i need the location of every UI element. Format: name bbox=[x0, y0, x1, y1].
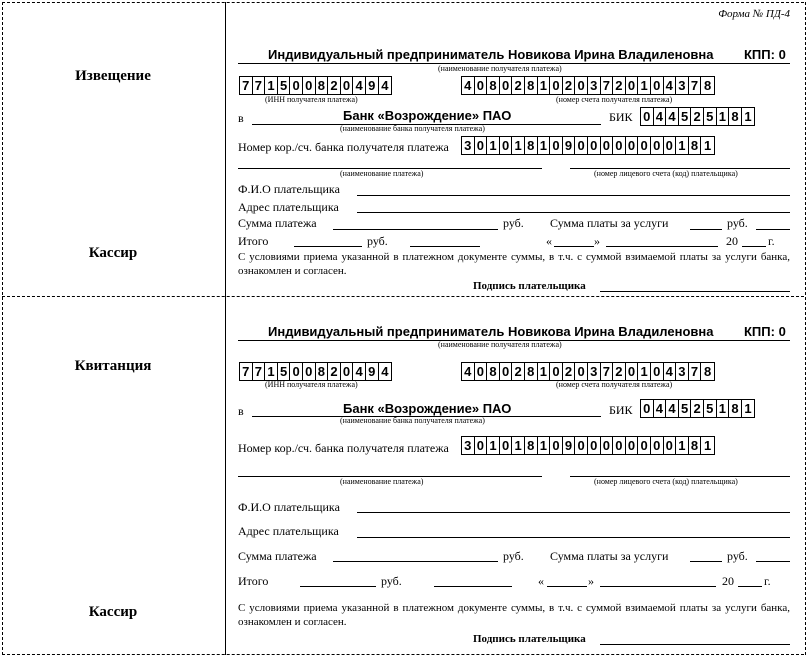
digit-box: 0 bbox=[651, 77, 664, 94]
digit-box: 2 bbox=[613, 363, 626, 380]
digit-box: 1 bbox=[717, 108, 730, 125]
payee-name-2: Индивидуальный предприниматель Новикова Ирина Владиленовна bbox=[268, 324, 714, 339]
agreement-text-2: С условиями приема указанной в платежном документе суммы, в т.ч. с суммой взимаемой платы за услуги банка, ознакомлен и согласен. bbox=[238, 602, 790, 628]
digit-box: 2 bbox=[563, 77, 576, 94]
digit-box: 0 bbox=[641, 108, 654, 125]
digit-box: 1 bbox=[538, 137, 551, 154]
in-prefix: в bbox=[238, 111, 244, 125]
digit-box: 4 bbox=[462, 77, 475, 94]
digit-box: 7 bbox=[253, 77, 266, 94]
kpp: КПП: 0 bbox=[744, 47, 786, 62]
bik-boxes bbox=[640, 107, 755, 126]
digit-box: 8 bbox=[689, 137, 702, 154]
year-suffix: г. bbox=[768, 234, 775, 248]
total-label-2: Итого bbox=[238, 574, 269, 588]
digit-box: 1 bbox=[512, 437, 525, 454]
payee-caption: (наименование получателя платежа) bbox=[438, 64, 562, 73]
digit-box: 1 bbox=[538, 77, 551, 94]
payment-name-caption: (наименование платежа) bbox=[340, 169, 424, 178]
digit-box: 7 bbox=[689, 363, 702, 380]
signature-field[interactable] bbox=[600, 291, 790, 292]
digit-box: 1 bbox=[703, 138, 712, 153]
digit-box: 8 bbox=[525, 137, 538, 154]
account-caption: (номер счета получателя платежа) bbox=[556, 95, 673, 104]
digit-box: 8 bbox=[703, 364, 712, 379]
bank-caption: (наименование банка получателя платежа) bbox=[340, 124, 485, 133]
fee-label: Сумма платы за услуги bbox=[550, 216, 669, 230]
digit-box: 8 bbox=[316, 77, 329, 94]
total-field-2[interactable] bbox=[300, 586, 376, 587]
sum-rub: руб. bbox=[503, 216, 524, 230]
sum-label: Сумма платежа bbox=[238, 216, 317, 230]
digit-box: 8 bbox=[729, 108, 742, 125]
digit-box: 5 bbox=[704, 108, 717, 125]
account-boxes bbox=[461, 76, 715, 95]
digit-box: 5 bbox=[278, 77, 291, 94]
digit-box: 0 bbox=[613, 137, 626, 154]
digit-box: 0 bbox=[601, 137, 614, 154]
total-rub: руб. bbox=[367, 234, 388, 248]
digit-box: 0 bbox=[641, 400, 654, 417]
digit-box: 4 bbox=[654, 400, 667, 417]
day-field[interactable] bbox=[554, 246, 594, 247]
receipt-label: Квитанция bbox=[74, 358, 152, 374]
fee-label-2: Сумма платы за услуги bbox=[550, 549, 669, 563]
agreement-text: С условиями приема указанной в платежном документе суммы, в т.ч. с суммой взимаемой платы за услуги банка, ознакомлен и согласен. bbox=[238, 251, 790, 277]
payer-name-label: Ф.И.О плательщика bbox=[238, 182, 340, 196]
digit-box: 2 bbox=[613, 77, 626, 94]
digit-box: 0 bbox=[475, 137, 488, 154]
digit-box: 0 bbox=[550, 77, 563, 94]
digit-box: 0 bbox=[626, 437, 639, 454]
digit-box: 1 bbox=[538, 363, 551, 380]
digit-box: 3 bbox=[676, 77, 689, 94]
digit-box: 0 bbox=[550, 363, 563, 380]
total-label: Итого bbox=[238, 234, 269, 248]
digit-box: 9 bbox=[563, 137, 576, 154]
fee-field-2[interactable] bbox=[690, 561, 722, 562]
digit-box: 8 bbox=[525, 77, 538, 94]
fee-field[interactable] bbox=[690, 229, 722, 230]
digit-box: 1 bbox=[265, 77, 278, 94]
digit-box: 5 bbox=[704, 400, 717, 417]
digit-box: 1 bbox=[265, 363, 278, 380]
digit-box: 0 bbox=[588, 137, 601, 154]
digit-box: 3 bbox=[462, 137, 475, 154]
digit-box: 3 bbox=[462, 437, 475, 454]
inn-boxes bbox=[239, 76, 392, 95]
digit-box: 0 bbox=[651, 437, 664, 454]
digit-box: 0 bbox=[341, 363, 354, 380]
sum-label-2: Сумма платежа bbox=[238, 549, 317, 563]
total-kop-field-2[interactable] bbox=[434, 586, 512, 587]
kpp-2: КПП: 0 bbox=[744, 324, 786, 339]
total-field[interactable] bbox=[294, 246, 362, 247]
bottom-border bbox=[2, 654, 804, 655]
bik-boxes-2 bbox=[640, 399, 755, 418]
right-border bbox=[805, 2, 806, 655]
digit-box: 2 bbox=[563, 363, 576, 380]
digit-box: 2 bbox=[691, 108, 704, 125]
corr-boxes-2 bbox=[461, 436, 715, 455]
year-field[interactable] bbox=[742, 246, 766, 247]
digit-box: 7 bbox=[240, 77, 253, 94]
payer-address-label-2: Адрес плательщика bbox=[238, 524, 339, 538]
total-kop-field[interactable] bbox=[410, 246, 480, 247]
form-number: Форма № ПД-4 bbox=[718, 8, 790, 20]
digit-box: 7 bbox=[601, 77, 614, 94]
digit-box: 0 bbox=[626, 77, 639, 94]
digit-box: 0 bbox=[550, 137, 563, 154]
year-prefix-2: 20 bbox=[722, 574, 734, 588]
quote-close-2: » bbox=[588, 574, 594, 588]
digit-box: 8 bbox=[487, 363, 500, 380]
digit-box: 8 bbox=[487, 77, 500, 94]
digit-box: 0 bbox=[613, 437, 626, 454]
month-field-2[interactable] bbox=[600, 586, 716, 587]
corr-label: Номер кор./сч. банка получателя платежа bbox=[238, 140, 449, 154]
digit-box: 1 bbox=[744, 401, 752, 416]
digit-box: 4 bbox=[664, 77, 677, 94]
month-field[interactable] bbox=[606, 246, 718, 247]
digit-box: 0 bbox=[303, 363, 316, 380]
fee-rub-2: руб. bbox=[727, 549, 748, 563]
digit-box: 2 bbox=[512, 77, 525, 94]
payer-address-field[interactable] bbox=[357, 212, 790, 213]
bank-name-2: Банк «Возрождение» ПАО bbox=[343, 401, 512, 416]
quote-open-2: « bbox=[538, 574, 544, 588]
in-prefix-2: в bbox=[238, 404, 244, 418]
digit-box: 1 bbox=[717, 400, 730, 417]
digit-box: 0 bbox=[575, 437, 588, 454]
digit-box: 3 bbox=[588, 77, 601, 94]
payee-caption-2: (наименование получателя платежа) bbox=[438, 340, 562, 349]
digit-box: 9 bbox=[366, 363, 379, 380]
digit-box: 0 bbox=[500, 77, 513, 94]
digit-box: 0 bbox=[290, 77, 303, 94]
personal-account-caption: (номер лицевого счета (код) плательщика) bbox=[594, 169, 738, 178]
column-divider bbox=[225, 2, 226, 655]
digit-box: 1 bbox=[703, 438, 712, 453]
digit-box: 0 bbox=[626, 137, 639, 154]
digit-box: 0 bbox=[575, 77, 588, 94]
digit-box: 0 bbox=[303, 77, 316, 94]
digit-box: 0 bbox=[651, 363, 664, 380]
digit-box: 0 bbox=[341, 77, 354, 94]
digit-box: 0 bbox=[575, 137, 588, 154]
digit-box: 8 bbox=[689, 437, 702, 454]
digit-box: 4 bbox=[654, 108, 667, 125]
notice-label: Извещение bbox=[75, 68, 151, 84]
digit-box: 0 bbox=[638, 137, 651, 154]
payment-name-caption-2: (наименование платежа) bbox=[340, 477, 424, 486]
digit-box: 3 bbox=[676, 363, 689, 380]
signature-field-2[interactable] bbox=[600, 644, 790, 645]
digit-box: 1 bbox=[512, 137, 525, 154]
cashier-label-2: Кассир bbox=[88, 604, 138, 620]
payee-name: Индивидуальный предприниматель Новикова Ирина Владиленовна bbox=[268, 47, 714, 62]
payer-name-field-2[interactable] bbox=[357, 512, 790, 513]
digit-box: 4 bbox=[664, 363, 677, 380]
cut-line bbox=[2, 296, 804, 297]
digit-box: 3 bbox=[588, 363, 601, 380]
digit-box: 5 bbox=[278, 363, 291, 380]
digit-box: 0 bbox=[638, 437, 651, 454]
digit-box: 0 bbox=[626, 363, 639, 380]
total-rub-2: руб. bbox=[381, 574, 402, 588]
signature-label-2: Подпись плательщика bbox=[473, 633, 586, 645]
digit-box: 8 bbox=[316, 363, 329, 380]
digit-box: 5 bbox=[679, 108, 692, 125]
payer-name-label-2: Ф.И.О плательщика bbox=[238, 500, 340, 514]
digit-box: 0 bbox=[290, 363, 303, 380]
digit-box: 1 bbox=[487, 437, 500, 454]
digit-box: 0 bbox=[601, 437, 614, 454]
digit-box: 4 bbox=[381, 78, 389, 93]
sum-field-2[interactable] bbox=[333, 561, 498, 562]
inn-caption: (ИНН получателя платежа) bbox=[265, 95, 358, 104]
account-caption-2: (номер счета получателя платежа) bbox=[556, 380, 673, 389]
quote-close: » bbox=[594, 234, 600, 248]
digit-box: 1 bbox=[538, 437, 551, 454]
digit-box: 4 bbox=[462, 363, 475, 380]
digit-box: 4 bbox=[381, 364, 389, 379]
bik-label: БИК bbox=[609, 110, 633, 124]
cashier-label: Кассир bbox=[88, 245, 138, 261]
bank-caption-2: (наименование банка получателя платежа) bbox=[340, 416, 485, 425]
digit-box: 1 bbox=[676, 437, 689, 454]
sum-field[interactable] bbox=[333, 229, 498, 230]
payer-address-label: Адрес плательщика bbox=[238, 200, 339, 214]
digit-box: 4 bbox=[353, 363, 366, 380]
day-field-2[interactable] bbox=[547, 586, 587, 587]
digit-box: 9 bbox=[563, 437, 576, 454]
bank-name: Банк «Возрождение» ПАО bbox=[343, 108, 512, 123]
payer-name-field[interactable] bbox=[357, 195, 790, 196]
digit-box: 4 bbox=[666, 400, 679, 417]
digit-box: 2 bbox=[328, 363, 341, 380]
digit-box: 0 bbox=[475, 363, 488, 380]
digit-box: 7 bbox=[689, 77, 702, 94]
digit-box: 4 bbox=[666, 108, 679, 125]
digit-box: 5 bbox=[679, 400, 692, 417]
fee-kop-field-2[interactable] bbox=[756, 561, 790, 562]
digit-box: 0 bbox=[475, 77, 488, 94]
digit-box: 8 bbox=[729, 400, 742, 417]
digit-box: 8 bbox=[703, 78, 712, 93]
corr-label-2: Номер кор./сч. банка получателя платежа bbox=[238, 441, 449, 455]
digit-box: 0 bbox=[500, 137, 513, 154]
digit-box: 8 bbox=[525, 437, 538, 454]
digit-box: 2 bbox=[691, 400, 704, 417]
fee-rub: руб. bbox=[727, 216, 748, 230]
digit-box: 8 bbox=[525, 363, 538, 380]
year-field-2[interactable] bbox=[738, 586, 762, 587]
account-boxes-2 bbox=[461, 362, 715, 381]
digit-box: 0 bbox=[475, 437, 488, 454]
digit-box: 9 bbox=[366, 77, 379, 94]
year-prefix: 20 bbox=[726, 234, 738, 248]
digit-box: 0 bbox=[550, 437, 563, 454]
fee-kop-field[interactable] bbox=[756, 229, 790, 230]
sum-rub-2: руб. bbox=[503, 549, 524, 563]
inn-caption-2: (ИНН получателя платежа) bbox=[265, 380, 358, 389]
left-border bbox=[2, 2, 3, 655]
digit-box: 1 bbox=[638, 363, 651, 380]
personal-account-caption-2: (номер лицевого счета (код) плательщика) bbox=[594, 477, 738, 486]
year-suffix-2: г. bbox=[764, 574, 771, 588]
top-border bbox=[2, 2, 804, 3]
digit-box: 2 bbox=[512, 363, 525, 380]
digit-box: 0 bbox=[651, 137, 664, 154]
digit-box: 1 bbox=[676, 137, 689, 154]
digit-box: 7 bbox=[240, 363, 253, 380]
digit-box: 0 bbox=[500, 437, 513, 454]
digit-box: 2 bbox=[328, 77, 341, 94]
digit-box: 0 bbox=[588, 437, 601, 454]
digit-box: 0 bbox=[500, 363, 513, 380]
quote-open: « bbox=[546, 234, 552, 248]
digit-box: 0 bbox=[664, 137, 677, 154]
digit-box: 1 bbox=[744, 109, 752, 124]
inn-boxes-2 bbox=[239, 362, 392, 381]
bik-label-2: БИК bbox=[609, 403, 633, 417]
digit-box: 0 bbox=[664, 437, 677, 454]
digit-box: 7 bbox=[601, 363, 614, 380]
digit-box: 1 bbox=[487, 137, 500, 154]
payer-address-field-2[interactable] bbox=[357, 537, 790, 538]
signature-label: Подпись плательщика bbox=[473, 280, 586, 292]
digit-box: 4 bbox=[353, 77, 366, 94]
digit-box: 7 bbox=[253, 363, 266, 380]
digit-box: 1 bbox=[638, 77, 651, 94]
corr-boxes bbox=[461, 136, 715, 155]
digit-box: 0 bbox=[575, 363, 588, 380]
